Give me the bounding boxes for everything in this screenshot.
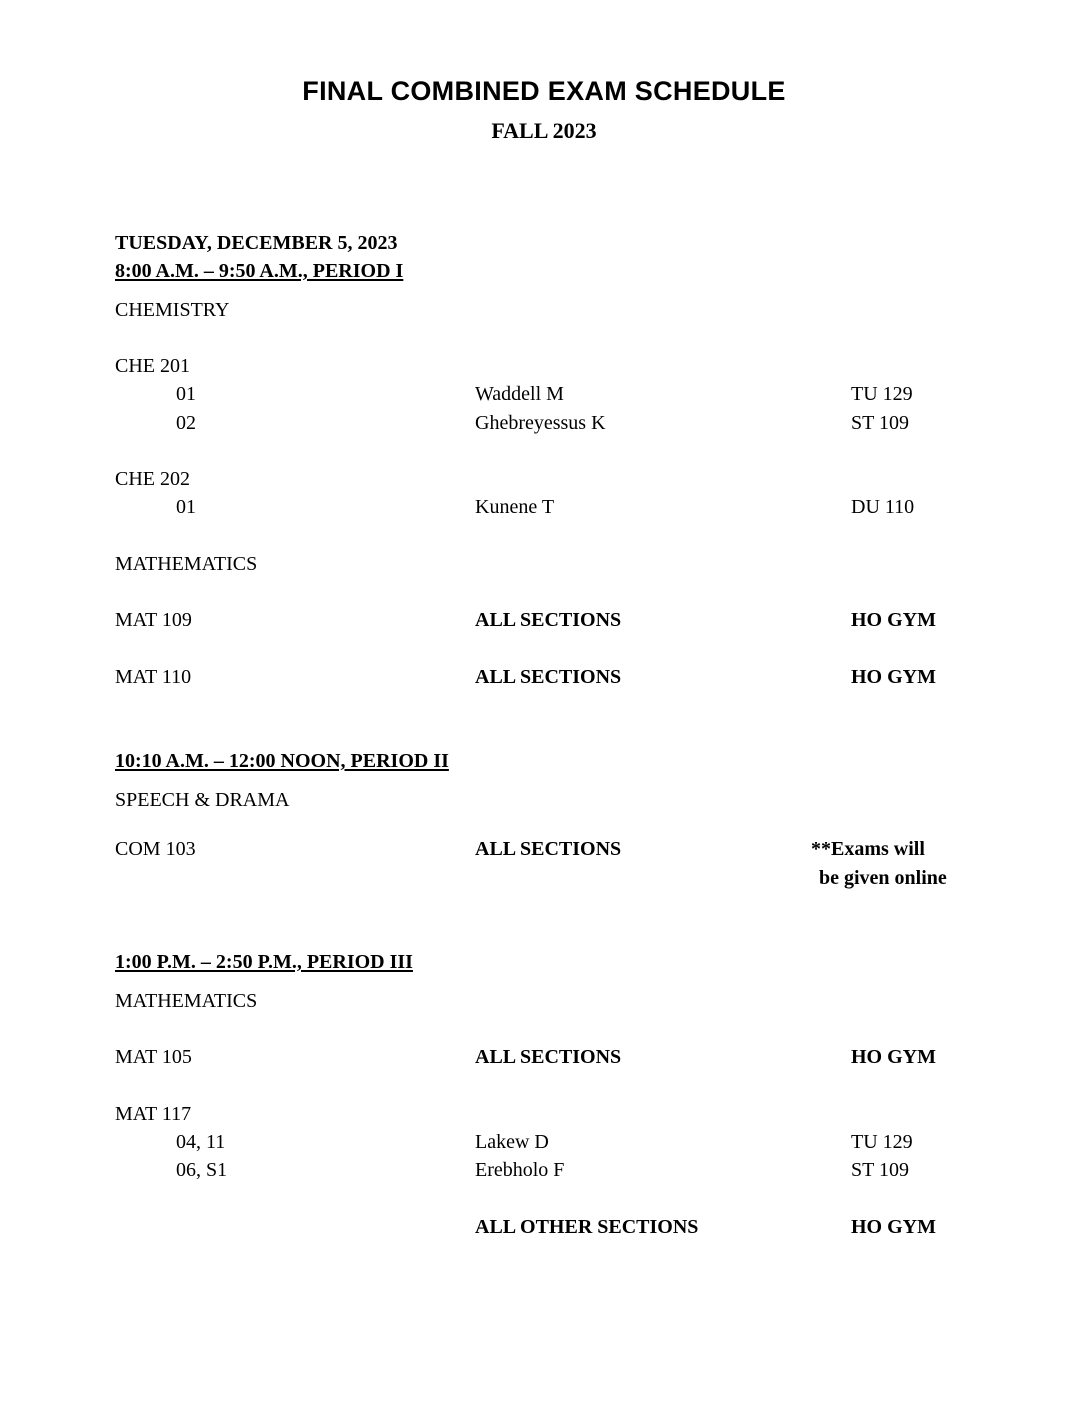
instructor-name: Ghebreyessus K [475, 412, 606, 434]
room-location: DU 110 [851, 496, 915, 518]
exam-date: TUESDAY, DECEMBER 5, 2023 [115, 232, 398, 254]
course-che-202: CHE 202 [115, 468, 190, 490]
room-location: ST 109 [851, 412, 909, 434]
department-chemistry: CHEMISTRY [115, 299, 230, 321]
section-number: 01 [176, 383, 196, 405]
course-che-201: CHE 201 [115, 355, 190, 377]
course-mat-117: MAT 117 [115, 1103, 192, 1125]
online-exam-note: **Exams will [811, 838, 925, 860]
instructor-name: Lakew D [475, 1131, 549, 1153]
room-location: HO GYM [851, 609, 936, 631]
course-mat-105: MAT 105 [115, 1046, 192, 1068]
department-mathematics: MATHEMATICS [115, 553, 258, 575]
all-sections-label: ALL SECTIONS [475, 1046, 622, 1068]
course-com-103: COM 103 [115, 838, 196, 860]
all-sections-label: ALL SECTIONS [475, 609, 622, 631]
all-other-sections-label: ALL OTHER SECTIONS [475, 1216, 699, 1238]
room-location: ST 109 [851, 1159, 909, 1181]
room-location: HO GYM [851, 1046, 936, 1068]
instructor-name: Kunene T [475, 496, 555, 518]
instructor-name: Erebholo F [475, 1159, 565, 1181]
room-location: HO GYM [851, 666, 936, 688]
instructor-name: Waddell M [475, 383, 564, 405]
section-number: 01 [176, 496, 196, 518]
section-number: 02 [176, 412, 196, 434]
document-subtitle: FALL 2023 [491, 118, 597, 143]
room-location: TU 129 [851, 1131, 913, 1153]
section-number: 04, 11 [176, 1131, 226, 1153]
document-title: FINAL COMBINED EXAM SCHEDULE [302, 76, 786, 106]
department-speech-drama: SPEECH & DRAMA [115, 789, 290, 811]
period-2-heading: 10:10 A.M. – 12:00 NOON, PERIOD II [115, 750, 449, 772]
course-mat-110: MAT 110 [115, 666, 192, 688]
all-sections-label: ALL SECTIONS [475, 838, 622, 860]
online-exam-note: be given online [819, 867, 947, 889]
period-1-heading: 8:00 A.M. – 9:50 A.M., PERIOD I [115, 260, 404, 282]
department-mathematics: MATHEMATICS [115, 990, 258, 1012]
course-mat-109: MAT 109 [115, 609, 192, 631]
period-3-heading: 1:00 P.M. – 2:50 P.M., PERIOD III [115, 951, 413, 973]
room-location: HO GYM [851, 1216, 936, 1238]
room-location: TU 129 [851, 383, 913, 405]
all-sections-label: ALL SECTIONS [475, 666, 622, 688]
section-number: 06, S1 [176, 1159, 228, 1181]
